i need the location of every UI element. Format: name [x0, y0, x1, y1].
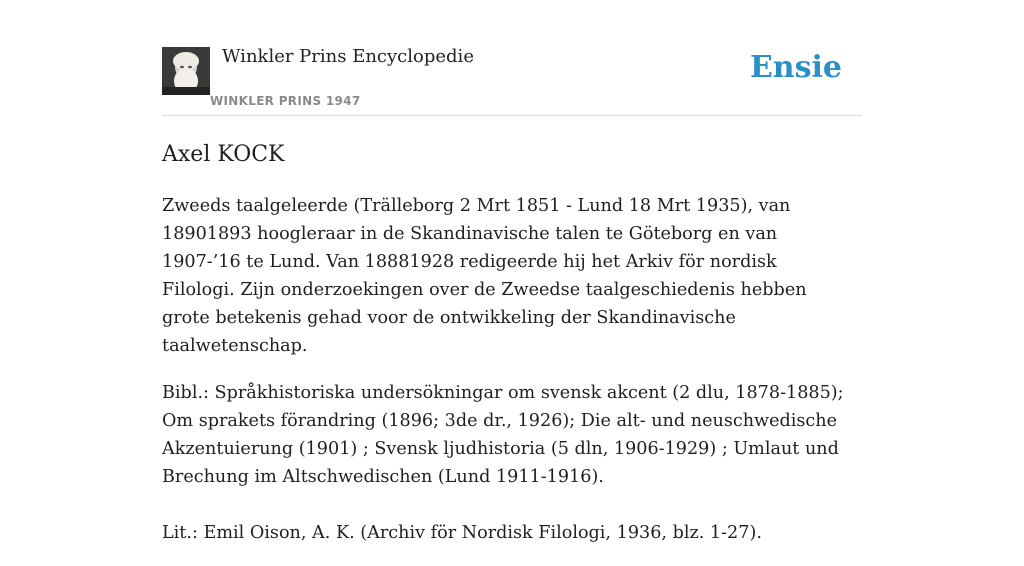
brand-logo[interactable]: Ensie — [749, 50, 842, 85]
article-title: Axel KOCK — [162, 142, 285, 167]
article-paragraph: Zweeds taalgeleerde (Trälleborg 2 Mrt 1851 - Lund 18 Mrt 1935), van 18901893 hoogleraar in de Skandinavische talen te Göteborg en van 1907-’16 te Lund. Van 18881928 redigeerde hij het Arkiv för nordisk Filologi. Zijn onderzoekingen over de Zweedse taalgeschiedenis hebben grote betekenis gehad voor de ontwikkeling der Skandinavische taalwetenschap. — [162, 196, 807, 356]
bibliography-paragraph: Bibl.: Språkhistoriska undersökningar om svensk akcent (2 dlu, 1878-1885); Om sprakets förandring (1896; 3de dr., 1926); Die alt- und neuschwedische Akzentuierung (1901) ; Svensk ljudhistoria (5 dln, 1906-1929) ; Umlaut und Brechung im Altschwedischen (Lund 1911-1916). — [162, 383, 844, 487]
article — [162, 138, 852, 566]
source-subtitle: WINKLER PRINS 1947 — [210, 94, 361, 108]
source-header — [162, 40, 862, 116]
portrait-icon — [162, 47, 210, 95]
literature-paragraph: Lit.: Emil Oison, A. K. (Archiv för Nordisk Filologi, 1936, blz. 1-27). — [162, 523, 762, 543]
source-title[interactable]: Winkler Prins Encyclopedie — [222, 46, 474, 67]
portrait-avatar[interactable] — [162, 47, 210, 95]
